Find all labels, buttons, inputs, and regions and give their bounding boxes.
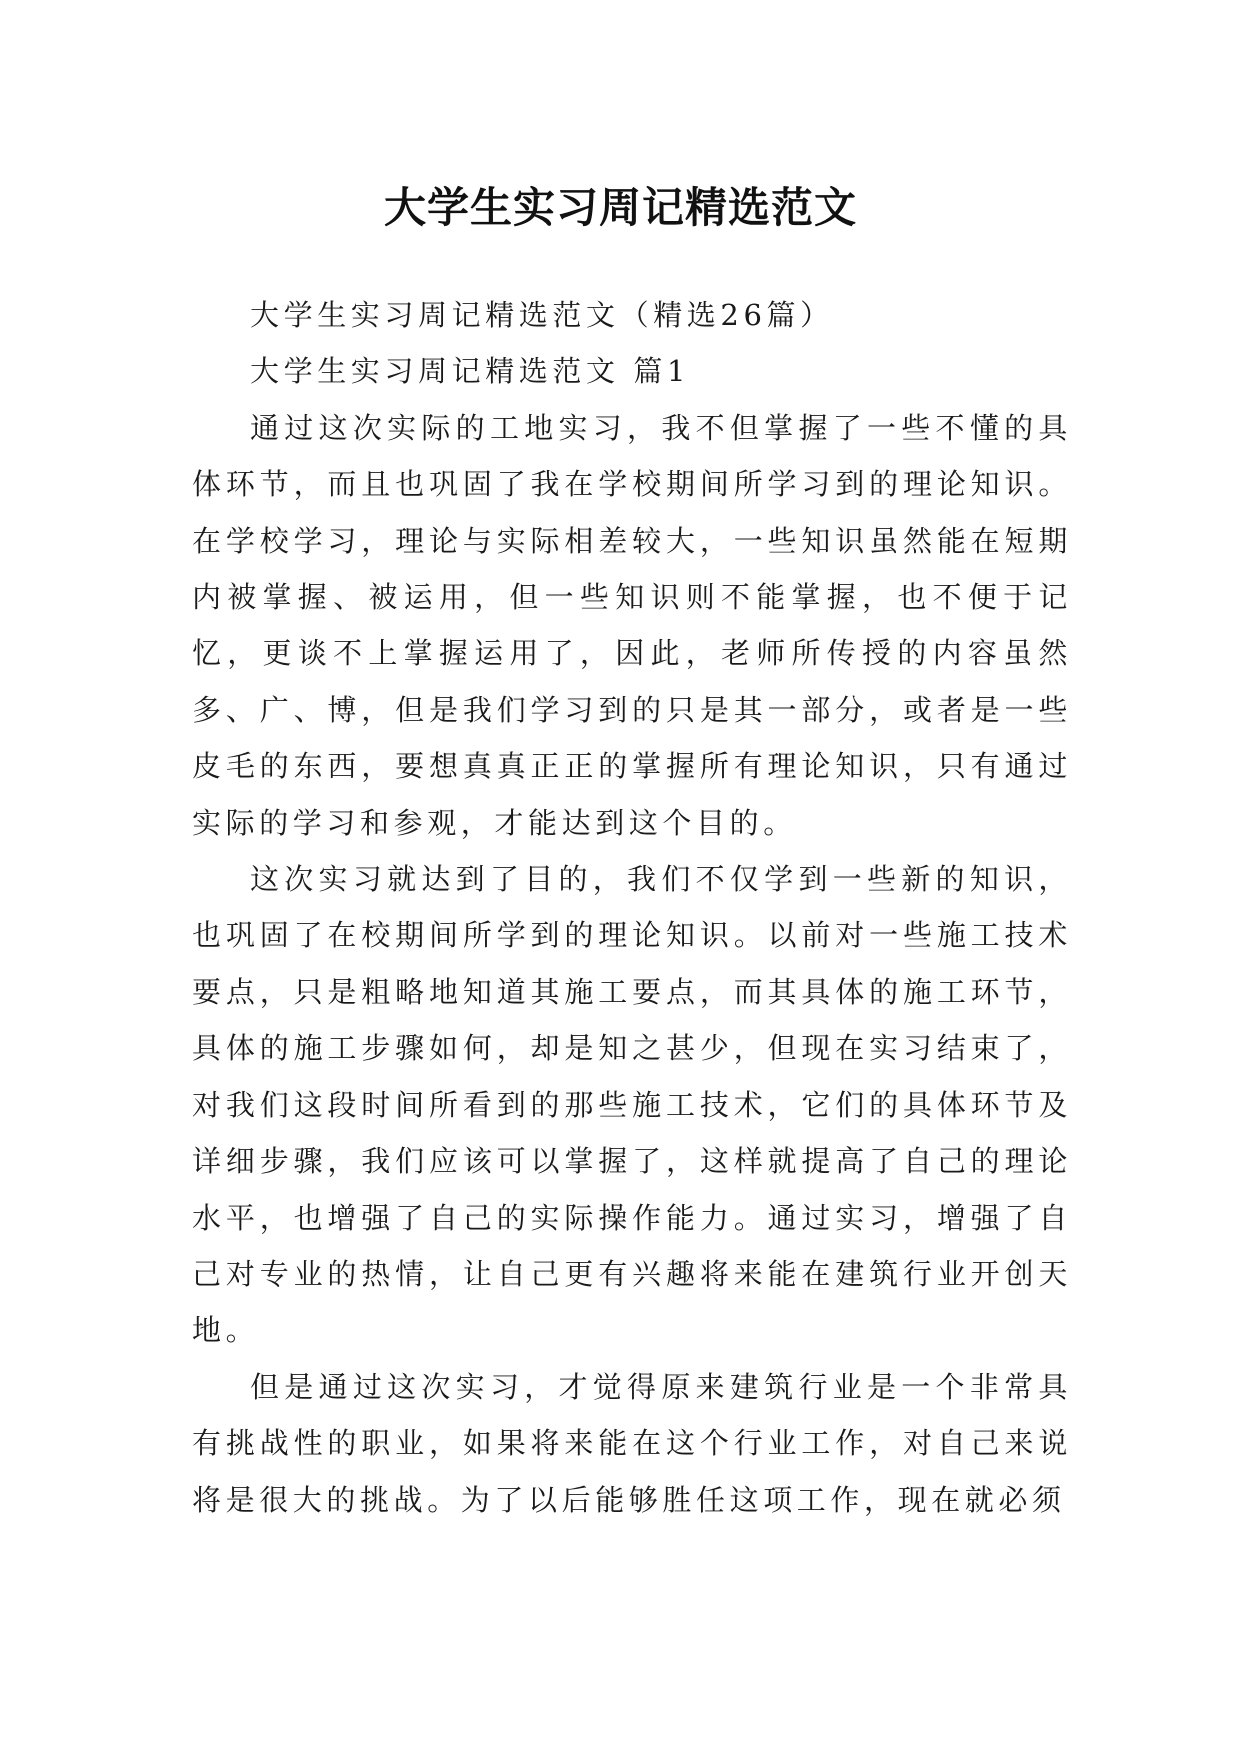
document-body <box>192 287 1072 1528</box>
article-heading: 大学生实习周记精选范文 篇1 <box>250 354 691 389</box>
body-paragraph: 这次实习就达到了目的，我们不仅学到一些新的知识，也巩固了在校期间所学到的理论知识。以前对一些施工技术要点，只是粗略地知道其施工要点，而其具体的施工环节，具体的施工步骤如何，却是知之甚少，但现在实习结束了，对我们这段时间所看到的那些施工技术，它们的具体环节及详细步骤，我们应该可以掌握了，这样就提高了自己的理论水平，也增强了自己的实际操作能力。通过实习，增强了自己对专业的热情，让自己更有兴趣将来能在建筑行业开创天地。 <box>192 862 1072 1348</box>
body-paragraph: 但是通过这次实习，才觉得原来建筑行业是一个非常具有挑战性的职业，如果将来能在这个行业工作，对自己来说将是很大的挑战。为了以后能够胜任这项工作，现在就必须 <box>192 1369 1072 1517</box>
collection-heading: 大学生实习周记精选范文（精选26篇） <box>250 298 834 332</box>
body-paragraph: 通过这次实际的工地实习，我不但掌握了一些不懂的具体环节，而且也巩固了我在学校期间所学习到的理论知识。在学校学习，理论与实际相差较大，一些知识虽然能在短期内被掌握、被运用，但一些知识则不能掌握，也不便于记忆，更谈不上掌握运用了，因此，老师所传授的内容虽然多、广、博，但是我们学习到的只是其一部分，或者是一些皮毛的东西，要想真真正正的掌握所有理论知识，只有通过实际的学习和参观，才能达到这个目的。 <box>192 410 1072 840</box>
document-title: 大学生实习周记精选范文 <box>383 183 857 233</box>
